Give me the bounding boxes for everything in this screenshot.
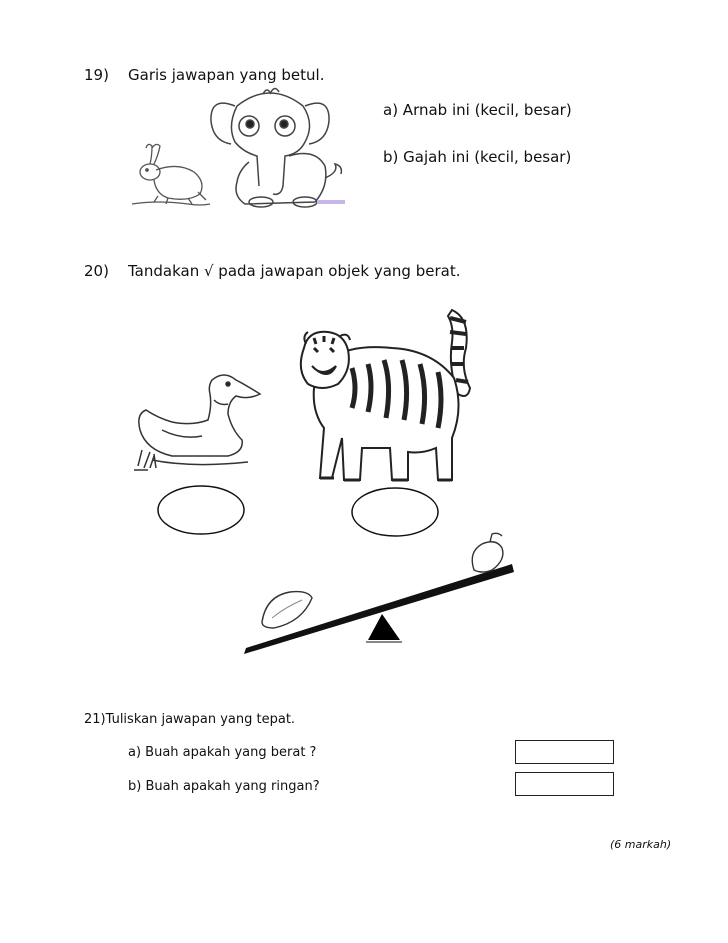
duck-answer-oval[interactable] [156, 484, 246, 536]
elephant-illustration [205, 86, 355, 211]
q20-instruction: Tandakan √ pada jawapan objek yang berat. [128, 262, 461, 280]
q20-number: 20) [84, 262, 109, 280]
q21-question-b: b) Buah apakah yang ringan? [128, 779, 320, 794]
q21-answer-a-box[interactable] [515, 740, 614, 764]
q19-instruction: Garis jawapan yang betul. [128, 66, 325, 84]
q19-number: 19) [84, 66, 109, 84]
papaya-fruit [262, 592, 312, 628]
seesaw-illustration [240, 530, 520, 660]
tiger-illustration [292, 308, 482, 488]
q21-question-a: a) Buah apakah yang berat ? [128, 745, 317, 760]
q19-option-b[interactable]: b) Gajah ini (kecil, besar) [383, 148, 572, 166]
mango-fruit [472, 533, 503, 572]
q19-option-a[interactable]: a) Arnab ini (kecil, besar) [383, 101, 572, 119]
q21-answer-b-box[interactable] [515, 772, 614, 796]
rabbit-illustration [128, 140, 213, 210]
marks-label: (6 markah) [610, 838, 672, 851]
duck-illustration [132, 370, 267, 480]
q21-heading: 21)Tuliskan jawapan yang tepat. [84, 712, 296, 727]
